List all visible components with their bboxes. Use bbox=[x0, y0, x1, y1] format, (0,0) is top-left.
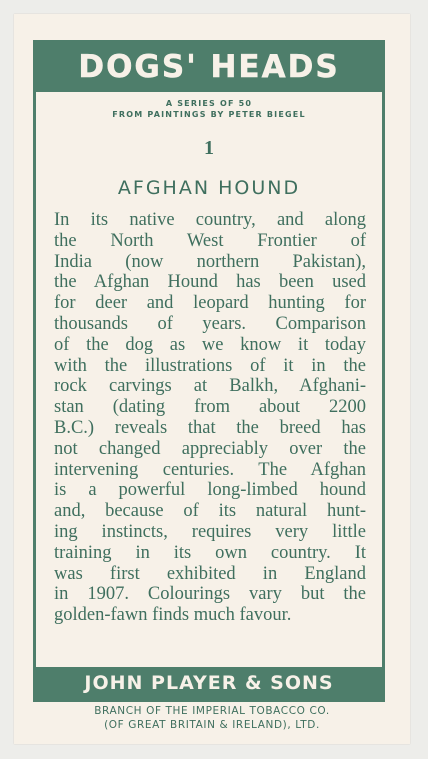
text-line: the Afghan Hound has been used bbox=[54, 272, 366, 293]
brand-name: JOHN PLAYER & SONS bbox=[84, 672, 334, 694]
text-line: not changed appreciably over the bbox=[54, 438, 366, 459]
company-info bbox=[20, 704, 404, 732]
series-count: A SERIES OF 50 bbox=[165, 99, 253, 108]
title-band bbox=[33, 42, 385, 92]
series-title: DOGS' HEADS bbox=[78, 49, 340, 85]
text-line: for deer and leopard hunting for bbox=[54, 293, 366, 314]
text-line: golden-fawn finds much favour. bbox=[54, 605, 292, 626]
text-line: of the dog as we know it today bbox=[54, 334, 366, 355]
text-line: B.C.) reveals that the breed has bbox=[54, 417, 366, 438]
description-text bbox=[54, 210, 366, 626]
breed-title: AFGHAN HOUND bbox=[117, 177, 301, 199]
company-line-2: (OF GREAT BRITAIN & IRELAND), LTD. bbox=[104, 719, 320, 731]
text-line: in 1907. Colourings vary but the bbox=[54, 584, 366, 605]
text-line: In its native country, and along bbox=[54, 210, 366, 230]
brand-band bbox=[33, 667, 385, 699]
text-line: rock carvings at Balkh, Afghani- bbox=[54, 376, 366, 397]
series-artist: FROM PAINTINGS BY PETER BIEGEL bbox=[112, 110, 306, 119]
text-line: stan (dating from about 2200 bbox=[54, 397, 366, 418]
text-line: with the illustrations of it in the bbox=[54, 355, 366, 376]
text-line: and, because of its natural hunt- bbox=[54, 501, 366, 522]
text-line: India (now northern Pakistan), bbox=[54, 251, 366, 272]
series-info bbox=[33, 98, 385, 120]
text-line: intervening centuries. The Afghan bbox=[54, 459, 366, 480]
text-line: training in its own country. It bbox=[54, 542, 366, 563]
text-line: is a powerful long-limbed hound bbox=[54, 480, 366, 501]
text-line: the North West Frontier of bbox=[54, 230, 366, 251]
card-number: 1 bbox=[204, 137, 214, 159]
company-line-1: BRANCH OF THE IMPERIAL TOBACCO CO. bbox=[94, 705, 330, 717]
text-line: was first exhibited in England bbox=[54, 563, 366, 584]
text-line: ing instincts, requires very little bbox=[54, 521, 366, 542]
text-line: thousands of years. Comparison bbox=[54, 313, 366, 334]
